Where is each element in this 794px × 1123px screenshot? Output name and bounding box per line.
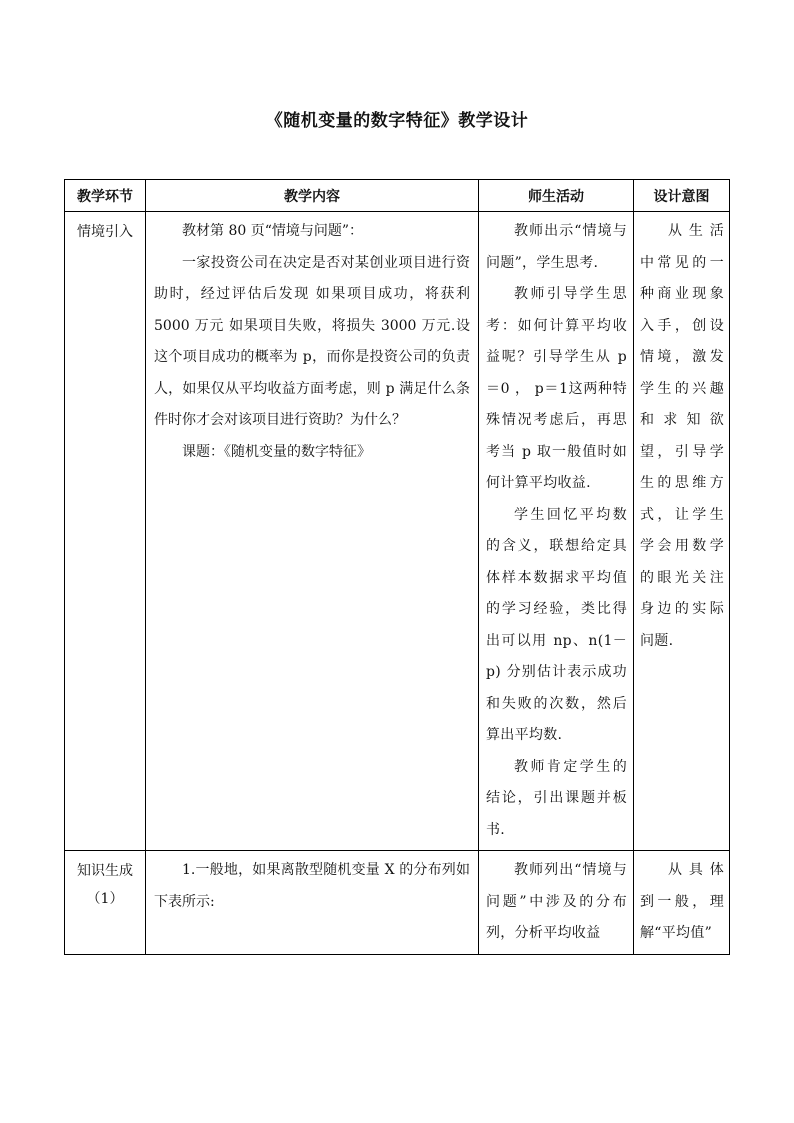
table-row xyxy=(65,212,730,851)
activity-paragraph: 教师列出“情境与问题”中涉及的分布列，分析平均收益 xyxy=(486,862,627,941)
lesson-plan-table xyxy=(64,179,730,955)
table-row xyxy=(65,851,730,955)
activity-paragraph: 教师出示“情境与问题”，学生思考. xyxy=(486,223,627,271)
header-activity: 师生活动 xyxy=(479,180,634,212)
activity-cell xyxy=(479,212,634,851)
activity-paragraph: 教师引导学生思考：如何计算平均收益呢？引导学生从 p＝0 ， p＝1这两种特殊情况考虑后，再思考当 p 取一般值时如何计算平均收益. xyxy=(486,286,627,491)
stage-cell xyxy=(65,851,146,955)
table-header-row xyxy=(65,180,730,212)
document-title: 《随机变量的数字特征》教学设计 xyxy=(265,111,529,131)
intent-paragraph: 从生活中常见的一种商业现象入手，创设情境，激发学生的兴趣和求知欲望，引导学生的思维方式，让学生学会用数学的眼光关注身边的实际问题. xyxy=(640,223,724,649)
activity-paragraph: 学生回忆平均数的含义，联想给定具体样本数据求平均值的学习经验，类比得出可以用 np、n(1－p) 分别估计表示成功和失败的次数，然后算出平均数. xyxy=(486,506,627,743)
activity-paragraph: 教师肯定学生的结论，引出课题并板书. xyxy=(486,758,627,838)
intent-cell xyxy=(634,212,730,851)
content-cell xyxy=(146,212,479,851)
header-stage: 教学环节 xyxy=(65,180,146,212)
activity-cell xyxy=(479,851,634,955)
content-paragraph: 一家投资公司在决定是否对某创业项目进行资助时，经过评估后发现 如果项目成功，将获利 5000 万元 如果项目失败，将损失 3000 万元.设这个项目成功的概率为 p，而你是投资公司的负责人，如果仅从平均收益方面考虑，则 p 满足什么条件时你才会对该项目进行资助？为什么？ xyxy=(154,254,470,428)
stage-cell xyxy=(65,212,146,851)
content-paragraph: 课题：《随机变量的数字特征》 xyxy=(182,443,371,460)
content-paragraph: 教材第 80 页“情境与问题”： xyxy=(182,223,364,239)
stage-label: 知识生成（1） xyxy=(77,863,133,907)
content-cell xyxy=(146,851,479,955)
intent-paragraph: 从具体到一般，理解“平均值” xyxy=(640,862,724,941)
header-content: 教学内容 xyxy=(146,180,479,212)
content-paragraph: 1.一般地，如果离散型随机变量 X 的分布列如下表所示: xyxy=(154,862,470,910)
stage-label: 情境引入 xyxy=(77,224,133,240)
header-intent: 设计意图 xyxy=(634,180,730,212)
intent-cell xyxy=(634,851,730,955)
